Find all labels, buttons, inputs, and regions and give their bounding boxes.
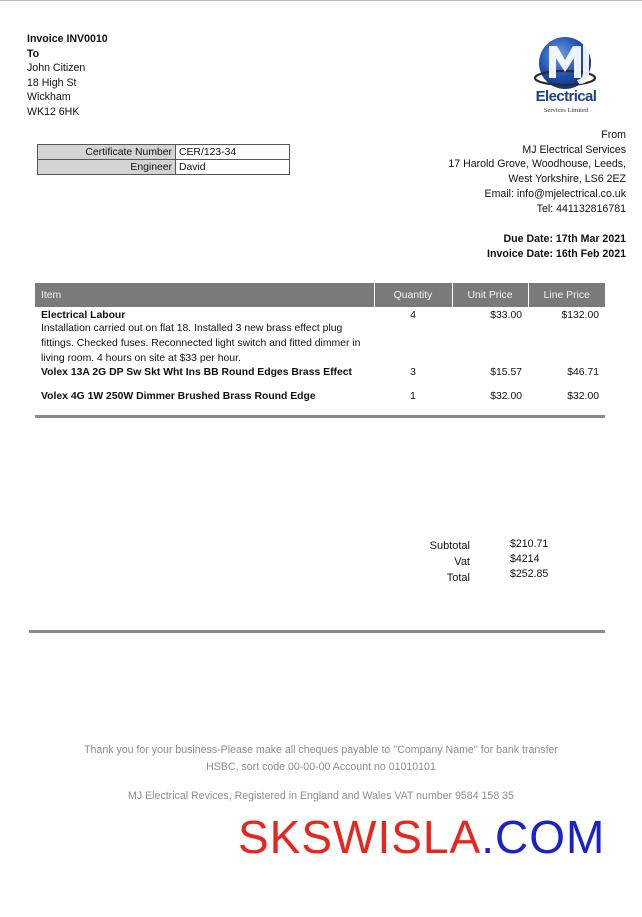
table-row xyxy=(35,307,605,366)
bill-to-block xyxy=(27,32,108,120)
items-header-row xyxy=(35,283,605,307)
certificate-row xyxy=(38,145,290,160)
engineer-label: Engineer xyxy=(38,160,176,175)
totals-values xyxy=(510,537,548,582)
certificate-table xyxy=(37,144,290,175)
footer-line2: HSBC, sort code 00-00-00 Account no 01010101 xyxy=(206,761,436,773)
engineer-value: David xyxy=(176,160,290,175)
customer-address: 18 High St xyxy=(27,76,77,89)
footer-payment xyxy=(0,742,642,776)
watermark-red-text: SKSWISLA xyxy=(238,811,482,863)
items-bottom-rule xyxy=(35,415,605,418)
table-row xyxy=(35,391,605,402)
item-unit-price: $33.00 xyxy=(490,310,522,321)
footer-line1: Thank you for your business-Please make all cheques payable to ''Company Name'' for bank transfer xyxy=(84,744,558,756)
from-company: MJ Electrical Services xyxy=(522,143,626,156)
item-line-price: $132.00 xyxy=(561,310,599,321)
header-line-price: Line Price xyxy=(528,283,605,307)
item-name: Volex 4G 1W 250W Dimmer Brushed Brass Round Edge xyxy=(41,391,316,402)
customer-city: Wickham xyxy=(27,91,71,104)
from-label: From xyxy=(601,129,626,141)
from-block xyxy=(448,128,626,216)
logo-subtitle: Services Limited xyxy=(543,107,589,114)
item-quantity: 1 xyxy=(410,391,416,402)
table-row xyxy=(35,366,605,391)
header-item: Item xyxy=(35,283,374,307)
item-cell xyxy=(35,307,374,366)
from-address-line1: 17 Harold Grove, Woodhouse, Leeds, xyxy=(448,158,626,171)
item-name: Electrical Labour xyxy=(41,310,126,321)
item-name: Volex 13A 2G DP Sw Skt Wht Ins BB Round Edges Brass Effect xyxy=(41,367,353,378)
globe-logo-icon xyxy=(527,34,607,90)
subtotal-label: Subtotal xyxy=(429,540,470,552)
due-date: Due Date: 17th Mar 2021 xyxy=(503,233,626,245)
from-address-line2: West Yorkshire, LS6 2EZ xyxy=(508,173,626,186)
header-unit-price: Unit Price xyxy=(452,283,528,307)
item-quantity: 3 xyxy=(410,367,416,378)
vat-value: $4214 xyxy=(510,553,540,565)
header-quantity: Quantity xyxy=(374,283,452,307)
company-logo xyxy=(527,34,607,120)
top-border xyxy=(0,0,642,1)
customer-postcode: WK12 6HK xyxy=(27,105,80,118)
from-email: Email: info@mjelectrical.co.uk xyxy=(484,187,626,200)
watermark xyxy=(238,812,605,862)
from-tel: Tel: 441132816781 xyxy=(536,202,626,215)
vat-label: Vat xyxy=(454,556,470,568)
to-label: To xyxy=(27,47,40,60)
items-table xyxy=(35,283,605,402)
totals-labels xyxy=(402,538,470,586)
total-label: Total xyxy=(446,572,470,584)
item-line-price: $46.71 xyxy=(567,367,599,378)
logo-wordmark: Electrical xyxy=(535,88,597,105)
invoice-date: Invoice Date: 16th Feb 2021 xyxy=(487,248,626,260)
item-line-price: $32.00 xyxy=(567,391,599,402)
item-description: Installation carried out on flat 18. Installed 3 new brass effect plug fittings. Checked fuses. Reconnected light switch and fitted dimmer in living room. 4 hours on site at $33 per hour. xyxy=(41,323,361,364)
subtotal-value: $210.71 xyxy=(510,538,549,550)
invoice-number: Invoice INV0010 xyxy=(27,33,108,45)
item-unit-price: $15.57 xyxy=(490,367,522,378)
footer-registration: MJ Electrical Revices, Registered in England and Wales VAT number 9584 158 35 xyxy=(128,790,514,802)
item-unit-price: $32.00 xyxy=(490,391,522,402)
certificate-number-label: Certificate Number xyxy=(38,145,176,160)
dates-block xyxy=(487,232,626,262)
item-quantity: 4 xyxy=(410,310,416,321)
totals-bottom-rule xyxy=(29,630,605,633)
certificate-number-value: CER/123-34 xyxy=(176,145,290,160)
watermark-blue-text: .COM xyxy=(481,811,606,863)
certificate-row xyxy=(38,160,290,175)
customer-name: John Citizen xyxy=(27,62,86,75)
total-value: $252.85 xyxy=(510,568,549,580)
